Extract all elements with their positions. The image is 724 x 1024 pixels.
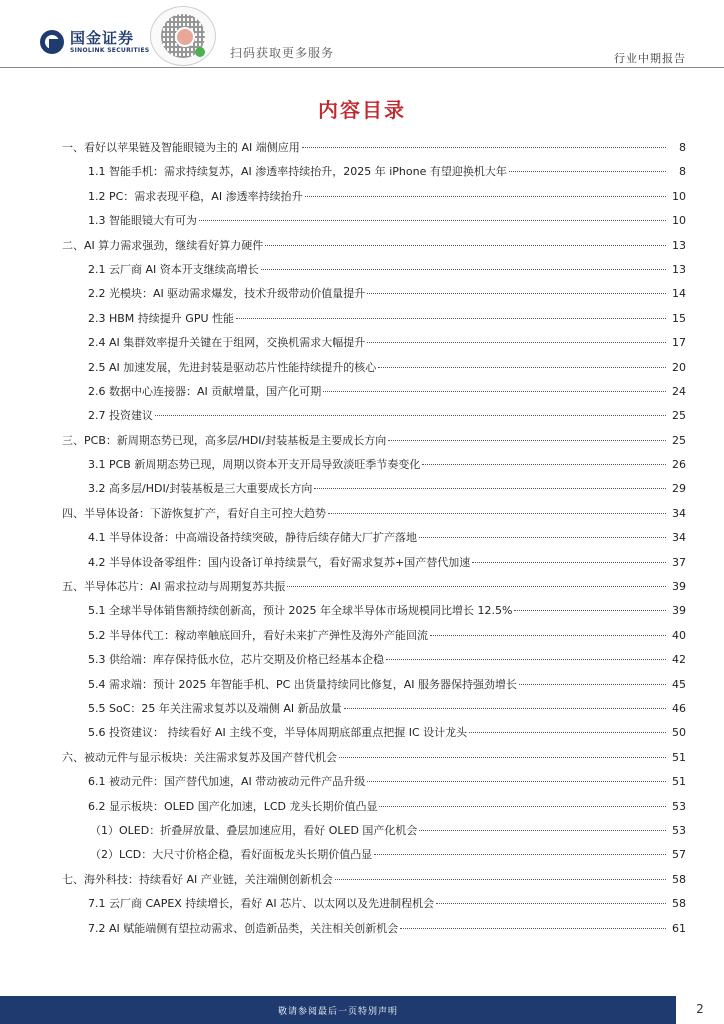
toc-entry-page: 53	[672, 799, 686, 813]
toc-entry-page: 51	[672, 775, 686, 789]
toc-entry-title: （2）LCD：大尺寸价格企稳，看好面板龙头长期价值凸显	[90, 848, 373, 862]
toc-entry-title: 四、半导体设备：下游恢复扩产，看好自主可控大趋势	[62, 506, 326, 520]
toc-entry[interactable]	[62, 139, 686, 163]
logo-english-name: SINOLINK SECURITIES	[70, 46, 150, 54]
toc-dot-leader	[344, 708, 666, 709]
toc-entry[interactable]	[62, 237, 686, 261]
toc-entry-title: （1）OLED：折叠屏放量、叠层加速应用，看好 OLED 国产化机会	[90, 823, 418, 837]
toc-entry-page: 13	[672, 238, 686, 252]
toc-entry[interactable]	[62, 188, 686, 212]
toc-dot-leader	[328, 513, 666, 514]
toc-dot-leader	[199, 220, 666, 221]
toc-entry[interactable]	[62, 578, 686, 602]
toc-entry-title: 5.4 需求端：预计 2025 年智能手机、PC 出货量持续同比修复，AI 服务器保持强劲增长	[88, 677, 518, 691]
toc-entry-page: 17	[672, 336, 686, 350]
toc-entry-title: 5.2 半导体代工：稼动率触底回升，看好未来扩产弹性及海外产能回流	[88, 628, 428, 642]
toc-dot-leader	[419, 830, 666, 831]
table-of-contents	[62, 139, 686, 944]
toc-entry-title: 2.6 数据中心连接器：AI 贡献增量，国产化可期	[88, 384, 322, 398]
toc-entry-title: 6.2 显示板块：OLED 国产化加速，LCD 龙头长期价值凸显	[88, 799, 378, 813]
toc-entry[interactable]	[62, 212, 686, 236]
toc-entry-title: 7.1 云厂商 CAPEX 持续增长，看好 AI 芯片、以太网以及先进制程机会	[88, 897, 435, 911]
toc-entry-title: 3.2 高多层/HDI/封装基板是三大重要成长方向	[88, 482, 313, 496]
page-footer	[0, 996, 724, 1024]
toc-entry-page: 34	[672, 531, 686, 545]
toc-entry-title: 1.2 PC：需求表现平稳，AI 渗透率持续抬升	[88, 189, 303, 203]
page-number: 2	[696, 1002, 704, 1016]
toc-entry-page: 37	[672, 555, 686, 569]
toc-entry-title: 5.6 投资建议： 持续看好 AI 主线不变，半导体周期底部重点把握 IC 设计龙头	[88, 726, 468, 740]
toc-entry-page: 24	[672, 384, 686, 398]
toc-dot-leader	[335, 879, 666, 880]
toc-dot-leader	[367, 781, 666, 782]
toc-entry-page: 45	[672, 677, 686, 691]
toc-entry-page: 50	[672, 726, 686, 740]
toc-entry-title: 五、半导体芯片：AI 需求拉动与周期复苏共振	[62, 580, 286, 594]
toc-dot-leader	[514, 610, 666, 611]
toc-dot-leader	[302, 147, 666, 148]
toc-dot-leader	[472, 562, 666, 563]
header-divider	[0, 67, 724, 68]
toc-entry[interactable]	[62, 749, 686, 773]
toc-entry[interactable]	[62, 700, 686, 724]
toc-dot-leader	[469, 732, 666, 733]
toc-dot-leader	[374, 854, 666, 855]
toc-entry[interactable]	[62, 285, 686, 309]
qr-center-logo	[175, 27, 195, 47]
toc-entry-page: 40	[672, 628, 686, 642]
toc-entry[interactable]	[62, 505, 686, 529]
toc-dot-leader	[367, 342, 666, 343]
toc-entry[interactable]	[62, 822, 686, 846]
toc-entry[interactable]	[62, 407, 686, 431]
toc-dot-leader	[261, 269, 666, 270]
toc-entry-title: 5.5 SoC：25 年关注需求复苏以及端侧 AI 新品放量	[88, 701, 342, 715]
toc-entry-title: 2.2 光模块：AI 驱动需求爆发，技术升级带动价值量提升	[88, 287, 366, 301]
report-type-label: 行业中期报告	[614, 52, 686, 65]
toc-entry-page: 58	[672, 872, 686, 886]
sinolink-logo-icon	[40, 30, 64, 54]
toc-entry-title: 一、看好以苹果链及智能眼镜为主的 AI 端侧应用	[62, 141, 300, 154]
toc-dot-leader	[265, 245, 666, 246]
toc-entry[interactable]	[62, 627, 686, 651]
toc-entry-page: 34	[672, 506, 686, 520]
toc-entry-page: 58	[672, 897, 686, 911]
qr-code-icon[interactable]	[150, 6, 216, 66]
toc-entry-page: 10	[672, 189, 686, 203]
toc-dot-leader	[378, 367, 666, 368]
footer-disclaimer: 敬请参阅最后一页特别声明	[277, 1007, 398, 1017]
toc-dot-leader	[155, 415, 666, 416]
toc-entry-page: 53	[672, 823, 686, 837]
page-header	[0, 0, 724, 72]
toc-dot-leader	[519, 684, 666, 685]
toc-entry-page: 15	[672, 311, 686, 325]
toc-dot-leader	[419, 537, 666, 538]
toc-dot-leader	[509, 171, 666, 172]
toc-entry[interactable]	[62, 895, 686, 919]
toc-dot-leader	[287, 586, 666, 587]
toc-entry-title: 2.3 HBM 持续提升 GPU 性能	[88, 311, 234, 325]
toc-entry-title: 2.5 AI 加速发展，先进封装是驱动芯片性能持续提升的核心	[88, 360, 377, 374]
toc-entry[interactable]	[62, 724, 686, 748]
toc-entry-page: 25	[672, 409, 686, 423]
toc-entry[interactable]	[62, 846, 686, 870]
company-logo	[40, 30, 149, 54]
toc-entry-page: 8	[679, 165, 686, 179]
toc-dot-leader	[386, 659, 666, 660]
toc-dot-leader	[339, 757, 666, 758]
toc-entry-title: 1.3 智能眼镜大有可为	[88, 214, 197, 228]
toc-entry-page: 25	[672, 433, 686, 447]
toc-entry[interactable]	[62, 456, 686, 480]
toc-entry-page: 39	[672, 580, 686, 594]
toc-entry-page: 29	[672, 482, 686, 496]
toc-dot-leader	[400, 928, 666, 929]
toc-entry-title: 3.1 PCB 新周期态势已现，周期以资本开支开局导致淡旺季节奏变化	[88, 458, 421, 472]
toc-entry[interactable]	[62, 334, 686, 358]
toc-entry[interactable]	[62, 920, 686, 944]
toc-entry-title: 4.2 半导体设备零组件：国内设备订单持续景气，看好需求复苏+国产替代加速	[88, 555, 471, 569]
toc-entry-page: 26	[672, 458, 686, 472]
toc-entry[interactable]	[62, 602, 686, 626]
toc-entry-title: 七、海外科技：持续看好 AI 产业链，关注端侧创新机会	[62, 872, 333, 886]
toc-entry[interactable]	[62, 480, 686, 504]
toc-entry[interactable]	[62, 871, 686, 895]
toc-entry[interactable]	[62, 554, 686, 578]
toc-dot-leader	[436, 903, 666, 904]
toc-entry-title: 4.1 半导体设备：中高端设备持续突破，静待后续存储大厂扩产落地	[88, 531, 417, 545]
toc-entry[interactable]	[62, 261, 686, 285]
toc-entry-page: 20	[672, 360, 686, 374]
toc-dot-leader	[314, 488, 666, 489]
toc-entry-title: 六、被动元件与显示板块：关注需求复苏及国产替代机会	[62, 750, 337, 764]
toc-entry-title: 6.1 被动元件：国产替代加速，AI 带动被动元件产品升级	[88, 775, 366, 789]
toc-entry[interactable]	[62, 359, 686, 383]
toc-entry[interactable]	[62, 651, 686, 675]
toc-entry-page: 8	[679, 141, 686, 154]
toc-entry-page: 10	[672, 214, 686, 228]
toc-dot-leader	[388, 440, 666, 441]
toc-entry[interactable]	[62, 529, 686, 553]
toc-entry[interactable]	[62, 773, 686, 797]
toc-entry-title: 1.1 智能手机：需求持续复苏，AI 渗透率持续抬升，2025 年 iPhone 有望迎换机大年	[88, 165, 507, 179]
scan-prompt: 扫码获取更多服务	[230, 46, 335, 60]
toc-entry-page: 39	[672, 604, 686, 618]
toc-entry-page: 61	[672, 921, 686, 935]
toc-entry-title: 二、AI 算力需求强劲，继续看好算力硬件	[62, 238, 264, 252]
toc-entry[interactable]	[62, 383, 686, 407]
toc-entry-title: 2.7 投资建议	[88, 409, 153, 423]
toc-entry[interactable]	[62, 163, 686, 187]
toc-entry-title: 2.4 AI 集群效率提升关键在于组网，交换机需求大幅提升	[88, 336, 366, 350]
toc-entry-page: 57	[672, 848, 686, 862]
toc-dot-leader	[379, 806, 666, 807]
page-title: 内容目录	[318, 98, 406, 122]
toc-dot-leader	[305, 196, 666, 197]
toc-entry-title: 2.1 云厂商 AI 资本开支继续高增长	[88, 262, 259, 276]
toc-entry-title: 7.2 AI 赋能端侧有望拉动需求、创造新品类，关注相关创新机会	[88, 921, 399, 935]
footer-bar	[0, 996, 676, 1024]
toc-entry-title: 5.3 供给端：库存保持低水位，芯片交期及价格已经基本企稳	[88, 653, 384, 667]
toc-entry[interactable]	[62, 432, 686, 456]
toc-entry-page: 51	[672, 750, 686, 764]
toc-dot-leader	[323, 391, 666, 392]
logo-chinese-name: 国金证券	[70, 28, 135, 47]
toc-entry[interactable]	[62, 798, 686, 822]
toc-entry[interactable]	[62, 310, 686, 334]
toc-dot-leader	[430, 635, 666, 636]
toc-entry-title: 5.1 全球半导体销售额持续创新高，预计 2025 年全球半导体市场规模同比增长 12.5%	[88, 604, 513, 618]
toc-entry-page: 13	[672, 262, 686, 276]
wechat-badge-icon	[195, 47, 205, 57]
logo-text	[70, 28, 150, 54]
toc-entry-title: 三、PCB：新周期态势已现，高多层/HDI/封装基板是主要成长方向	[62, 433, 387, 447]
toc-dot-leader	[422, 464, 666, 465]
toc-entry-page: 46	[672, 701, 686, 715]
toc-entry-page: 42	[672, 653, 686, 667]
toc-entry-page: 14	[672, 287, 686, 301]
toc-entry[interactable]	[62, 676, 686, 700]
toc-dot-leader	[236, 318, 666, 319]
toc-dot-leader	[367, 293, 666, 294]
